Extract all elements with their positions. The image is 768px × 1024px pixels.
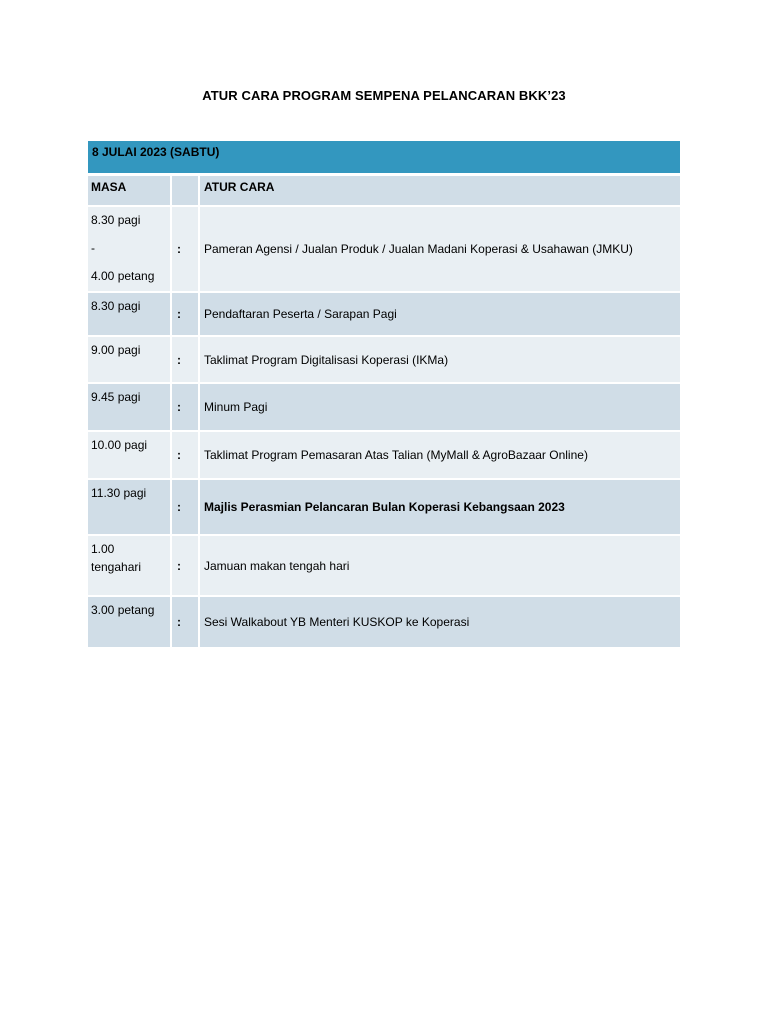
time-cell <box>88 293 170 335</box>
activity-cell: Majlis Perasmian Pelancaran Bulan Koperasi Kebangsaan 2023 <box>200 480 680 534</box>
table-row <box>88 293 680 335</box>
time-start: 9.45 pagi <box>91 390 141 404</box>
table-row <box>88 337 680 382</box>
activity-cell: Minum Pagi <box>200 384 680 430</box>
date-header: 8 JULAI 2023 (SABTU) <box>88 141 680 173</box>
document-title: ATUR CARA PROGRAM SEMPENA PELANCARAN BKK’23 <box>202 88 566 103</box>
time-cell <box>88 337 170 382</box>
separator-cell: : <box>172 293 198 335</box>
time-cell <box>88 536 170 595</box>
time-start: 9.00 pagi <box>91 343 141 357</box>
time-start: 10.00 pagi <box>91 438 148 452</box>
header-activity: ATUR CARA <box>200 176 680 205</box>
separator-cell: : <box>172 207 198 291</box>
table-row <box>88 536 680 595</box>
time-cell <box>88 597 170 647</box>
separator-cell: : <box>172 384 198 430</box>
time-end: 4.00 petang <box>91 269 155 283</box>
table-row <box>88 384 680 430</box>
separator-cell: : <box>172 480 198 534</box>
time-start: 8.30 pagi <box>91 299 141 313</box>
table-row <box>88 207 680 291</box>
time-cell <box>88 432 170 478</box>
header-time: MASA <box>88 176 170 205</box>
time-cell <box>88 480 170 534</box>
time-cell <box>88 384 170 430</box>
activity-cell: Taklimat Program Pemasaran Atas Talian (MyMall & AgroBazaar Online) <box>200 432 680 478</box>
separator-cell: : <box>172 597 198 647</box>
activity-cell: Jamuan makan tengah hari <box>200 536 680 595</box>
activity-cell: Taklimat Program Digitalisasi Koperasi (IKMa) <box>200 337 680 382</box>
time-start: 11.30 pagi <box>91 486 147 500</box>
separator-cell: : <box>172 337 198 382</box>
time-start: 1.00 <box>91 542 115 556</box>
activity-cell: Pendaftaran Peserta / Sarapan Pagi <box>200 293 680 335</box>
time-cell <box>88 207 170 291</box>
time-dash: - <box>91 241 95 255</box>
separator-cell: : <box>172 536 198 595</box>
table-header-row <box>88 176 680 205</box>
time-start: 8.30 pagi <box>91 213 141 227</box>
time-start-cont: tengahari <box>91 560 142 574</box>
activity-cell: Pameran Agensi / Jualan Produk / Jualan Madani Koperasi & Usahawan (JMKU) <box>200 207 680 291</box>
schedule-table <box>88 141 680 649</box>
table-row <box>88 480 680 534</box>
header-separator <box>172 176 198 205</box>
time-start: 3.00 petang <box>91 603 155 617</box>
separator-cell: : <box>172 432 198 478</box>
table-row <box>88 597 680 647</box>
table-row <box>88 432 680 478</box>
activity-cell: Sesi Walkabout YB Menteri KUSKOP ke Koperasi <box>200 597 680 647</box>
